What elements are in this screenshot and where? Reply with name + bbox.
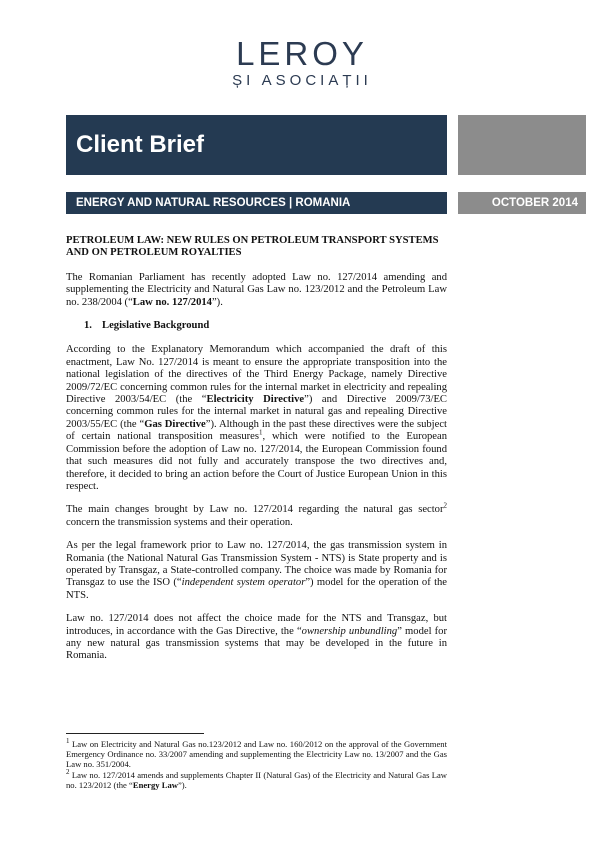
footnote-1: $^1$ Law on Electricity and Natural Gas no.123/2012 and Law no. 160/2012 on the approval of the Government Emergency Ordinance no. 33/2007 amending and supplementing the Electricity Law no. 13/2007 and the Gas Law no. 351/2004. bbox=[66, 737, 447, 770]
header-grey-block bbox=[458, 115, 586, 175]
paragraph-legal-framework: As per the legal framework prior to Law no. 127/2014, the gas transmission system in Romania (the National Natural Gas Transmission System - NTS) is State property and is operated by Transgaz, a State-controlled company. The choice was made by Romania for Transgaz to use the ISO (“independent system operator”) model for the operation of the NTS. bbox=[66, 540, 448, 601]
article-body bbox=[66, 235, 447, 674]
footnote-divider bbox=[66, 733, 204, 734]
paragraph-ownership-unbundling: Law no. 127/2014 does not affect the choice made for the NTS and Transgaz, but introduces, in accordance with the Gas Directive, the “ownership unbundling” model for any new natural gas transmission systems that may be developed in the future in Romania. bbox=[66, 613, 447, 662]
article-title: PETROLEUM LAW: NEW RULES ON PETROLEUM TRANSPORT SYSTEMS AND ON PETROLEUM ROYALTIES bbox=[66, 235, 439, 259]
footnotes bbox=[66, 739, 447, 790]
footnote-2: $^2$ Law no. 127/2014 amends and supplements Chapter II (Natural Gas) of the Electricity and Natural Gas Law no. 123/2012 (the “Energy Law”). bbox=[66, 767, 447, 790]
paragraph-background: According to the Explanatory Memorandum which accompanied the draft of this enactment, Law No. 127/2014 is meant to ensure the appropriate transposition into the national legislation of the directives of the Third Energy Package, namely Directive 2009/72/EC concerning common rules for the internal market in electricity and repealing Directive 2003/54/EC (the “Electricity Directive”) and Directive 2009/73/EC concerning common rules for the internal market in natural gas and repealing Directive 2003/55/EC (the “Gas Directive”). Although in the past these directives were the subject of certain national transposition measures$^1$, which were notified to the European Commission before the adoption of Law no. 127/2014, the European Commission found that such measures did not fully and accurately transpose the two directives and, therefore, it decided to bring an action before the Court of Justice European Union in this respect. bbox=[66, 344, 447, 492]
client-brief-banner: Client Brief bbox=[66, 115, 447, 175]
section-heading: 1. Legislative Background bbox=[84, 320, 210, 332]
firm-logo bbox=[0, 36, 604, 90]
date-bar: OCTOBER 2014 bbox=[458, 192, 586, 214]
logo-name: LEROY bbox=[236, 35, 368, 72]
footnote-ref-2[interactable]: 2 bbox=[443, 501, 447, 510]
intro-paragraph: The Romanian Parliament has recently adopted Law no. 127/2014 amending and supplementing the Electricity and Natural Gas Law no. 123/2012 and the Petroleum Law no. 238/2004 (“Law no. 127/2014”). bbox=[66, 271, 447, 308]
practice-area-bar: ENERGY AND NATURAL RESOURCES | ROMANIA bbox=[66, 192, 447, 214]
footnote-ref-1[interactable]: 1 bbox=[259, 428, 263, 437]
paragraph-main-changes: The main changes brought by Law no. 127/2014 regarding the natural gas sector$^2$ concern the transmission systems and their operation. bbox=[66, 501, 447, 528]
logo-subtitle: ȘI ASOCIAȚII bbox=[232, 72, 372, 89]
